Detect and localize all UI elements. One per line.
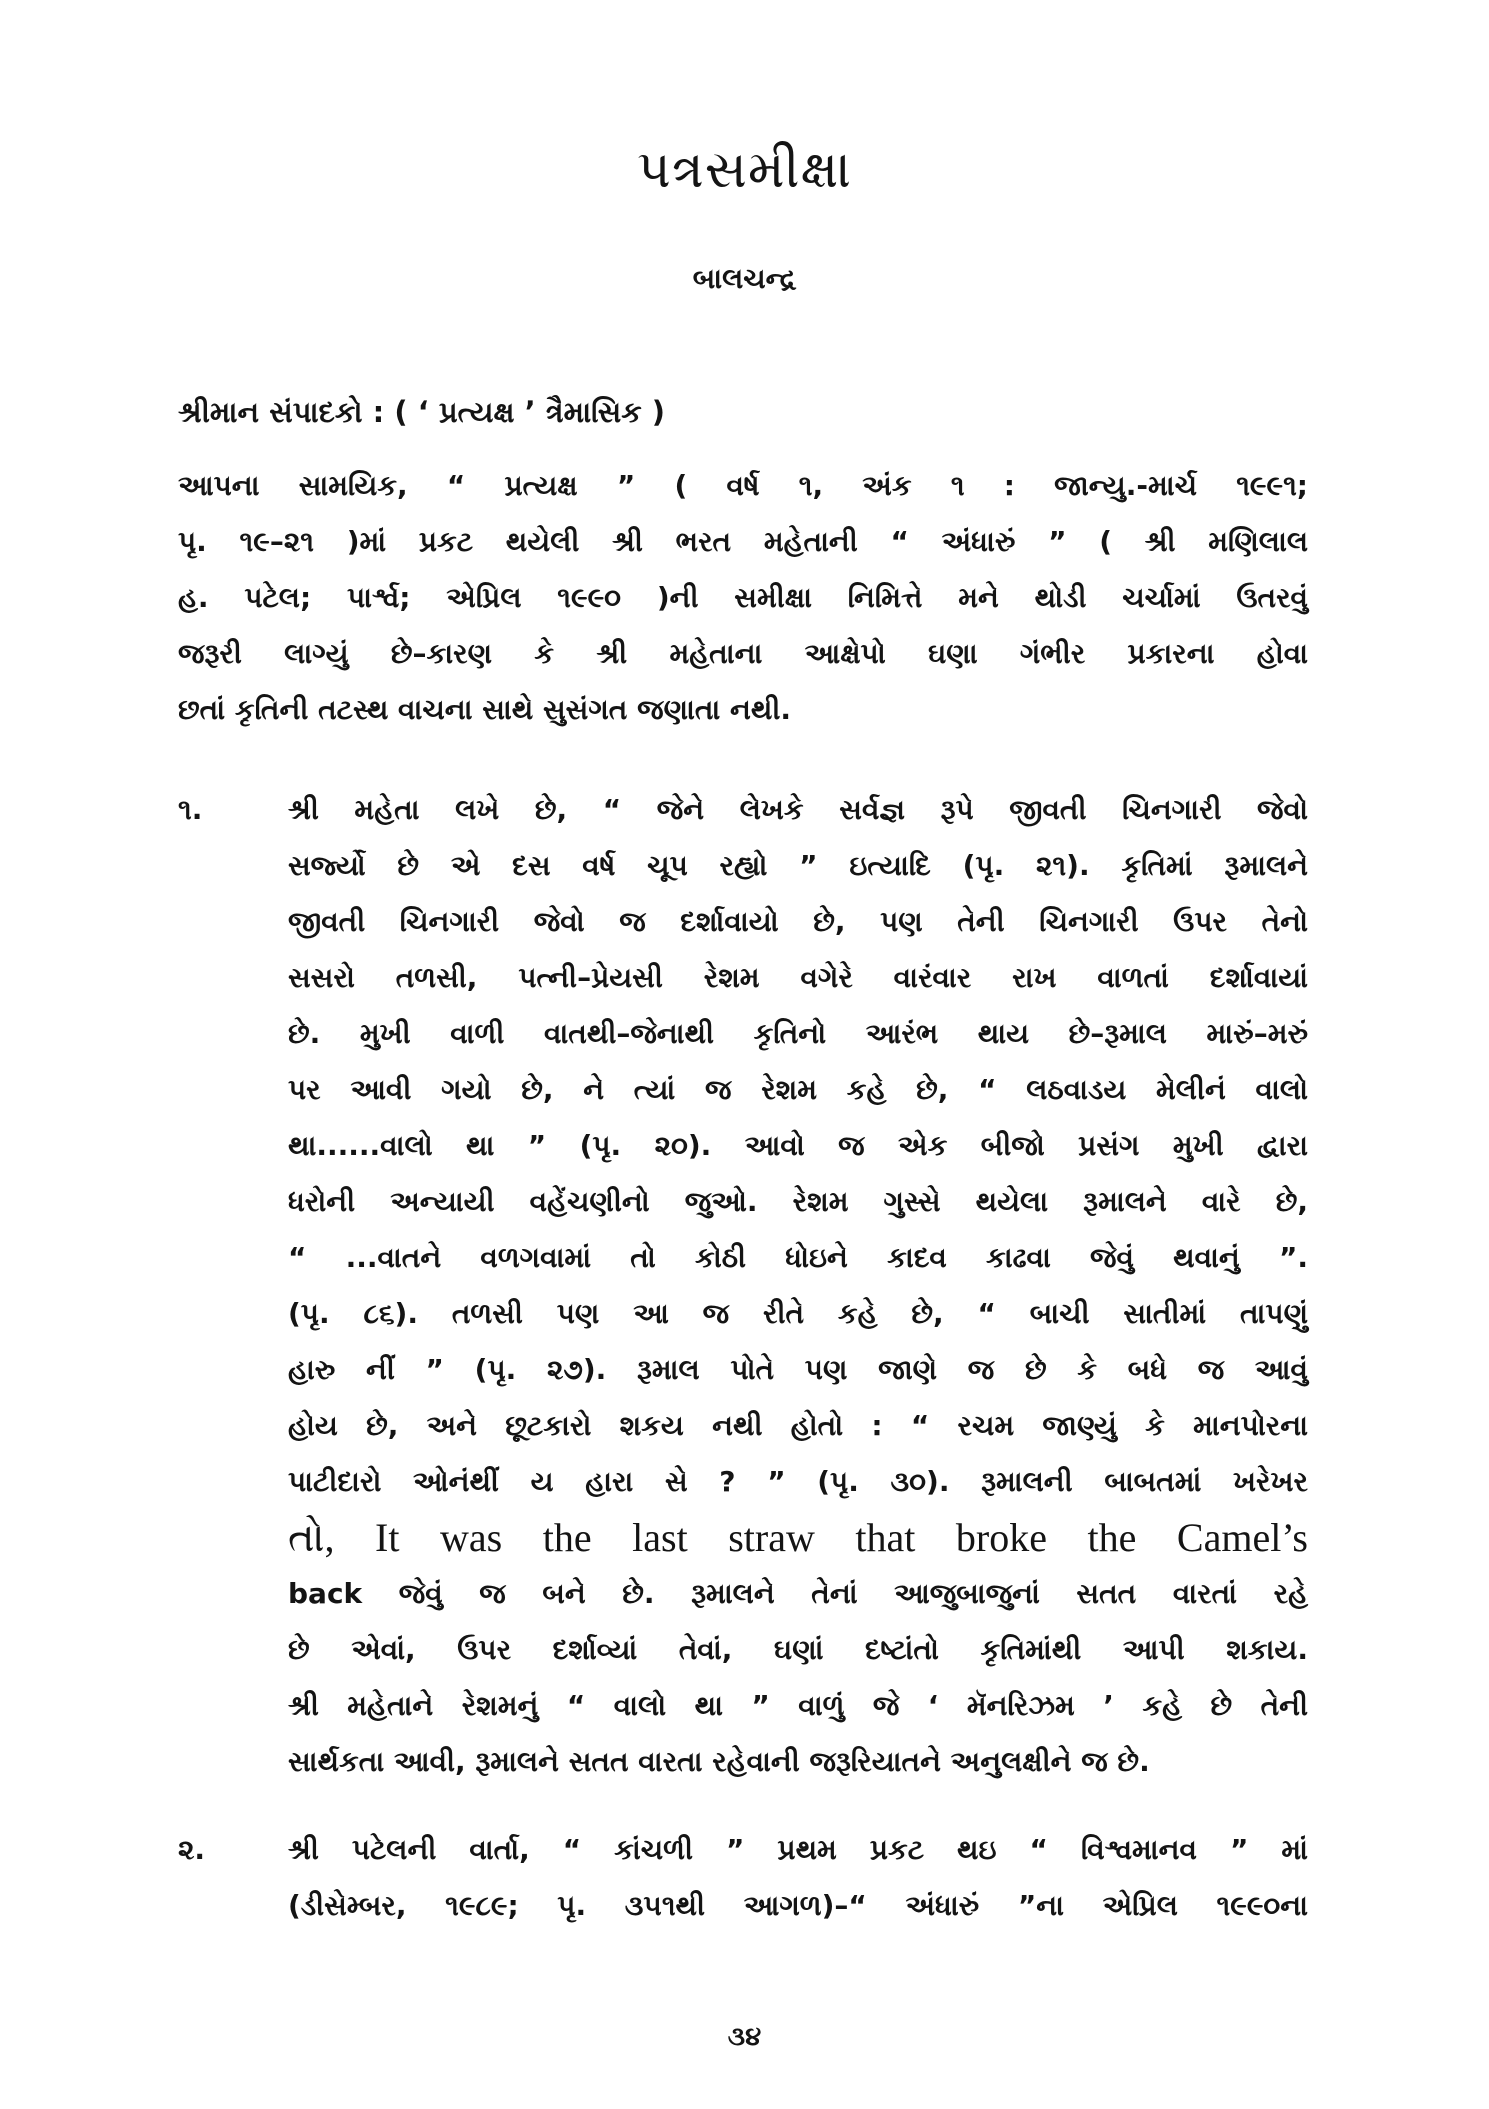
- item-line: હોય છે, અને છૂટકારો શકય નથી હોતો : “ રચમ જાણ્યું કે માનપોરના: [288, 1409, 1308, 1442]
- intro-line: જરૂરી લાગ્યું છે–કારણ કે શ્રી મહેતાના આક્ષેપો ઘણા ગંભીર પ્રકારના હોવા: [178, 637, 1308, 670]
- item-number: ૨.: [178, 1833, 206, 1866]
- intro-line: આપના સામયિક, “ પ્રત્યક્ષ ” ( વર્ષ ૧, અંક ૧ : જાન્યુ.-માર્ચ ૧૯૯૧;: [178, 469, 1308, 502]
- page-title: પત્રસમીક્ષા: [637, 140, 852, 200]
- intro-line: હ. પટેલ; પાર્શ્વ; એપ્રિલ ૧૯૯૦ )ની સમીક્ષા નિમિત્તે મને થોડી ચર્ચામાં ઉતરવું: [178, 581, 1308, 614]
- item-number: ૧.: [178, 793, 203, 826]
- item-line: શ્રી મહેતાને રેશમનું “ વાલો થા ” વાળું જે ‘ મૅનરિઝમ ’ કહે છે તેની: [288, 1689, 1308, 1722]
- item-line: છે એવાં, ઉપર દર્શાવ્યાં તેવાં, ઘણાં દષ્ટાંતો કૃતિમાંથી આપી શકાય.: [288, 1633, 1308, 1666]
- intro-line: છતાં કૃતિની તટસ્થ વાચના સાથે સુસંગત જણાતા નથી.: [178, 693, 792, 726]
- intro-paragraph: [178, 458, 1308, 738]
- page-number: ૩૪: [727, 2022, 762, 2052]
- item-line: શ્રી પટેલની વાર્તા, “ કાંચળી ” પ્રથમ પ્રકટ થઇ “ વિશ્વમાનવ ” માં: [288, 1833, 1308, 1866]
- item-line: (ડીસેમ્બર, ૧૯૮૯; પૃ. ૩૫૧થી આગળ)–“ અંધારું ”ના એપ્રિલ ૧૯૯૦ના: [288, 1889, 1308, 1922]
- item-body: [288, 782, 1308, 1790]
- item-line: (પૃ. ૮૬). તળસી પણ આ જ રીતે કહે છે, “ બાચી સાતીમાં તાપણું: [288, 1297, 1308, 1330]
- item-line: છે. મુખી વાળી વાતથી–જેનાથી કૃતિનો આરંભ થાય છે–રૂમાલ મારું–મરું: [288, 1017, 1308, 1050]
- item-line: સર્જ્યો છે એ દસ વર્ષ ચૂપ રહ્યો ” ઇત્યાદિ (પૃ. ૨૧). કૃતિમાં રૂમાલને: [288, 849, 1308, 882]
- item-line: “ ...વાતને વળગવામાં તો કોઠી ધોઇને કાદવ કાઢવા જેવું થવાનું ”.: [288, 1241, 1308, 1274]
- salutation-line: શ્રીમાન સંપાદકો : ( ‘ પ્રત્યક્ષ ’ ત્રૈમાસિક ): [178, 395, 666, 429]
- item-line: થા......વાલો થા ” (પૃ. ૨૦). આવો જ એક બીજો પ્રસંગ મુખી દ્વારા: [288, 1129, 1308, 1162]
- item-line: back જેવું જ બને છે. રૂમાલને તેનાં આજુબાજુનાં સતત વારતાં રહે: [288, 1577, 1308, 1610]
- item-line: સાર્થકતા આવી, રૂમાલને સતત વારતા રહેવાની જરૂરિયાતને અનુલક્ષીને જ છે.: [288, 1745, 1150, 1778]
- item-body: [288, 1822, 1308, 1934]
- item-line: જીવતી ચિનગારી જેવો જ દર્શાવાયો છે, પણ તેની ચિનગારી ઉપર તેનો: [288, 905, 1308, 938]
- item-line: હારુ નીં ” (પૃ. ૨૭). રૂમાલ પોતે પણ જાણે જ છે કે બધે જ આવું: [288, 1353, 1308, 1386]
- item-line: સસરો તળસી, પત્ની–પ્રેયસી રેશમ વગેરે વારંવાર રાખ વાળતાં દર્શાવાયાં: [288, 961, 1308, 994]
- item-line: શ્રી મહેતા લખે છે, “ જેને લેખકે સર્વજ્ઞ રૂપે જીવતી ચિનગારી જેવો: [288, 793, 1308, 826]
- item-line: ધરોની અન્યાયી વહેંચણીનો જુઓ. રેશમ ગુસ્સે થયેલા રૂમાલને વારે છે,: [288, 1185, 1308, 1218]
- item-line: તો, It was the last straw that broke the Camel’s: [288, 1515, 1308, 1560]
- intro-line: પૃ. ૧૯–૨૧ )માં પ્રકટ થયેલી શ્રી ભરત મહેતાની “ અંધારું ” ( શ્રી મણિલાલ: [178, 525, 1308, 558]
- author-name: બાલચન્દ્ર: [692, 262, 797, 295]
- item-line: પર આવી ગયો છે, ને ત્યાં જ રેશમ કહે છે, “ લઠવાડય મેલીનં વાલો: [288, 1073, 1308, 1106]
- item-line: પાટીદારો ઓનંથીં ય હારા સે ? ” (પૃ. ૩૦). રૂમાલની બાબતમાં ખરેખર: [288, 1465, 1308, 1498]
